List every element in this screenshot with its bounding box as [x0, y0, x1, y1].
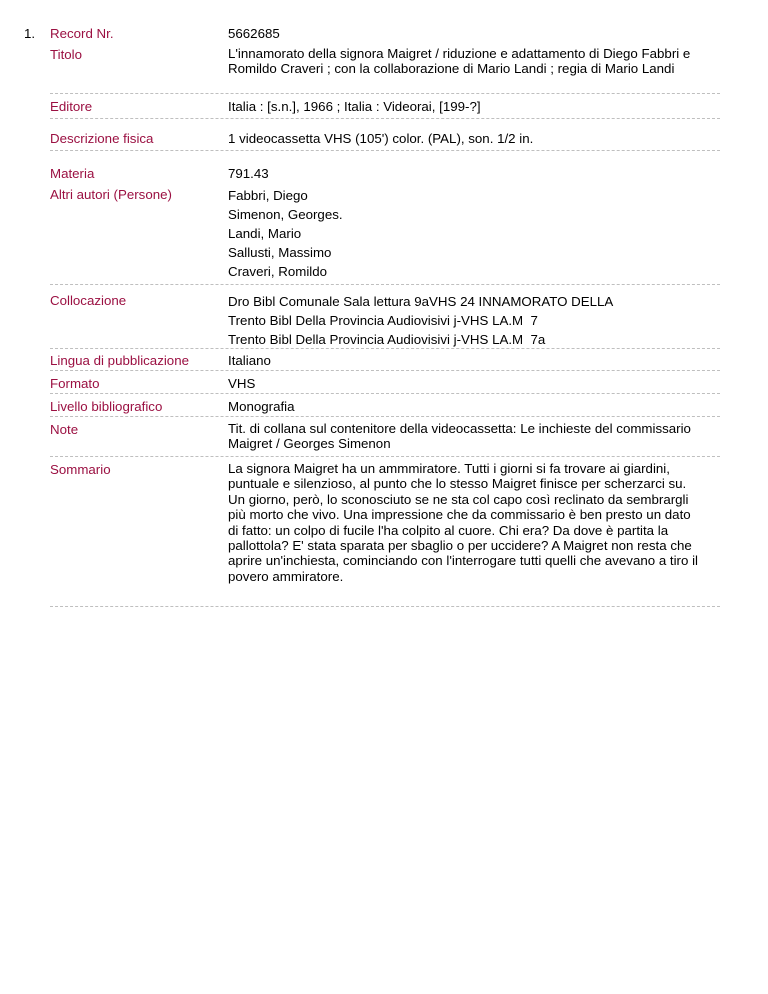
field-label: Lingua di pubblicazione — [50, 353, 189, 368]
field-value: Italia : [s.n.], 1966 ; Italia : Videorai, [199-?] — [228, 99, 481, 114]
field-value: Italiano — [228, 353, 271, 368]
field-formato — [50, 375, 720, 394]
field-value: 791.43 — [228, 166, 269, 181]
field-titolo — [50, 46, 720, 94]
field-value-list — [228, 292, 704, 349]
field-value: L'innamorato della signora Maigret / riduzione e adattamento di Diego Fabbri e Romildo Craveri ; con la collaborazione di Mario Landi ; regia di Mario Landi — [228, 46, 691, 77]
field-label: Descrizione fisica — [50, 131, 154, 146]
author-name: Landi, Mario — [228, 226, 302, 241]
field-sommario — [50, 461, 720, 607]
field-editore — [50, 98, 720, 119]
field-value: Monografia — [228, 399, 295, 414]
author-name: Fabbri, Diego — [228, 188, 308, 203]
field-label: Editore — [50, 99, 93, 114]
field-label: Altri autori (Persone) — [50, 187, 172, 202]
field-label: Livello bibliografico — [50, 399, 163, 414]
author-name: Simenon, Georges. — [228, 207, 343, 222]
field-value: 1 videocassetta VHS (105') color. (PAL), son. 1/2 in. — [228, 131, 534, 146]
field-note — [50, 421, 720, 457]
holding-location: Dro Bibl Comunale Sala lettura 9aVHS 24 INNAMORATO DELLA — [228, 294, 614, 309]
field-label: Titolo — [50, 47, 83, 62]
field-lingua — [50, 352, 720, 371]
field-value: 5662685 — [228, 26, 280, 41]
holding-location: Trento Bibl Della Provincia Audiovisivi j-VHS LA.M 7a — [228, 332, 546, 347]
record-index: 1. — [24, 26, 36, 41]
field-label: Record Nr. — [50, 26, 114, 41]
field-value: Tit. di collana sul contenitore della videocassetta: Le inchieste del commissario Maigret / Georges Simenon — [228, 421, 691, 452]
field-value: La signora Maigret ha un ammmiratore. Tutti i giorni si fa trovare ai giardini, puntuale e silenzioso, al punto che lo stesso Maigret finisce per scherzarci su. Un giorno, però, lo sconosciuto se ne sta col capo così reclinato da sembrargli più morto che vivo. Una impressione che da commissario è ben presto un dato di fatto: un colpo di fucile l'ha colpito al cuore. Chi era? Da dove è partita la pallottola? E' stata sparata per sbaglio o per uccidere? A Maigret non resta che aprire un'inchiesta, cominciando con l'interrogare tutti quelli che avevano a tiro il povero ammiratore. — [228, 461, 698, 584]
author-name: Craveri, Romildo — [228, 264, 328, 279]
field-record-nr — [50, 25, 720, 45]
field-label: Materia — [50, 166, 95, 181]
field-value-list — [228, 186, 704, 281]
field-materia — [50, 165, 720, 185]
author-name: Sallusti, Massimo — [228, 245, 332, 260]
field-livello — [50, 398, 720, 417]
field-label: Collocazione — [50, 293, 127, 308]
field-label: Formato — [50, 376, 100, 391]
holding-location: Trento Bibl Della Provincia Audiovisivi j-VHS LA.M 7 — [228, 313, 538, 328]
field-altri-autori — [50, 186, 720, 285]
field-label: Sommario — [50, 462, 111, 477]
field-collocazione — [50, 292, 720, 349]
field-label: Note — [50, 422, 79, 437]
field-descrizione-fisica — [50, 130, 720, 151]
field-value: VHS — [228, 376, 256, 391]
